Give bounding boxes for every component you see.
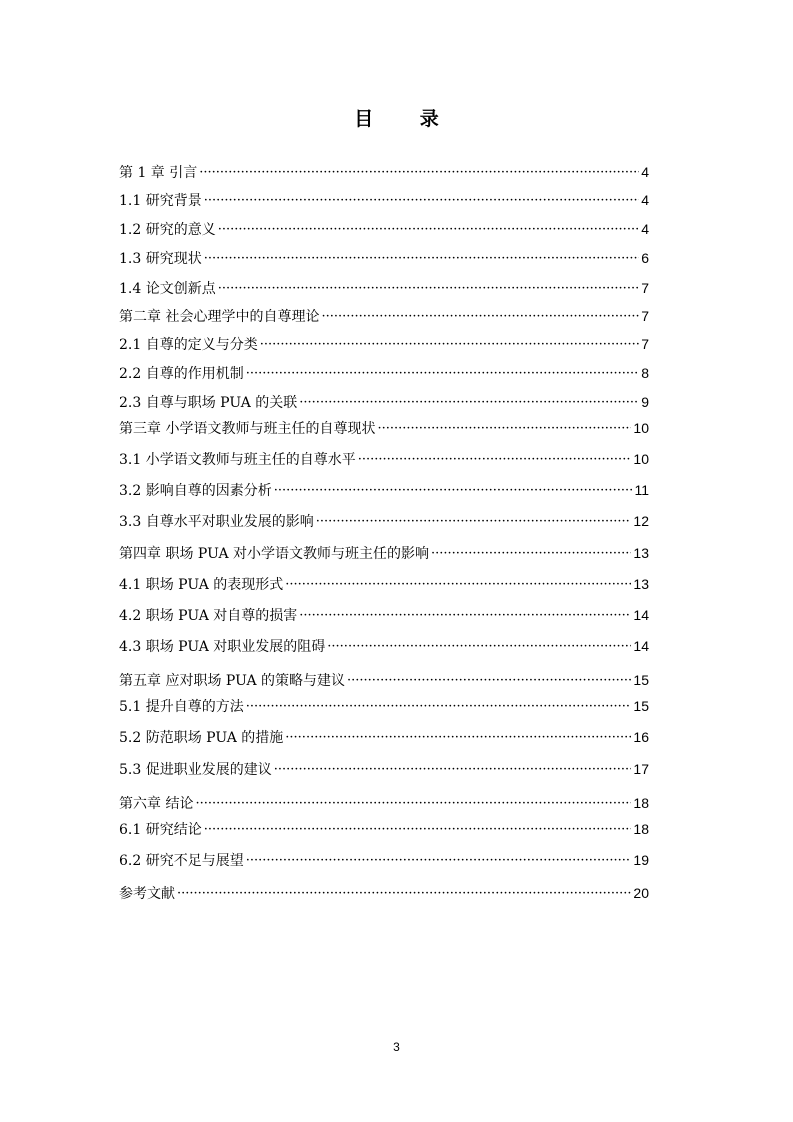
toc-entry[interactable] xyxy=(119,161,649,183)
toc-entry-label: 2.1 自尊的定义与分类 xyxy=(119,337,258,353)
toc-entry[interactable] xyxy=(119,604,649,626)
toc-entry-label: 4.1 职场 PUA 的表现形式 xyxy=(119,577,284,593)
toc-entry-page: 13 xyxy=(633,576,649,592)
toc-entry-label: 5.3 促进职业发展的建议 xyxy=(119,762,272,778)
toc-entry[interactable] xyxy=(119,362,649,384)
toc-leader-dots xyxy=(316,511,632,533)
toc-entry[interactable] xyxy=(119,792,649,814)
toc-entry-label: 6.2 研究不足与展望 xyxy=(119,853,244,869)
toc-entry-page: 10 xyxy=(633,420,649,436)
toc-entry[interactable] xyxy=(119,726,649,748)
toc-leader-dots xyxy=(204,248,639,270)
toc-entry[interactable] xyxy=(119,758,649,780)
toc-entry-page: 19 xyxy=(633,852,649,868)
toc-entry-label: 1.2 研究的意义 xyxy=(119,222,216,238)
toc-entry-page: 6 xyxy=(641,250,649,266)
footer-page-number: 3 xyxy=(393,1040,400,1054)
toc-entry-page: 11 xyxy=(634,482,649,498)
toc-entry-label: 3.3 自尊水平对职业发展的影响 xyxy=(119,514,314,530)
toc-entry[interactable] xyxy=(119,448,649,470)
toc-entry-label: 第四章 职场 PUA 对小学语文教师与班主任的影响 xyxy=(119,546,430,562)
toc-entry[interactable] xyxy=(119,573,649,595)
toc-leader-dots xyxy=(299,392,639,414)
toc-entry[interactable] xyxy=(119,635,649,657)
toc-entry-page: 4 xyxy=(641,164,649,180)
toc-entry-page: 16 xyxy=(633,729,649,745)
toc-entry[interactable] xyxy=(119,849,649,871)
toc-entry-page: 18 xyxy=(633,821,649,837)
toc-entry-page: 15 xyxy=(633,698,649,714)
toc-entry-label: 4.2 职场 PUA 对自尊的损害 xyxy=(119,608,298,624)
toc-entry-page: 14 xyxy=(633,607,649,623)
toc-leader-dots xyxy=(204,819,632,841)
toc-entry[interactable] xyxy=(119,669,649,691)
toc-entry[interactable] xyxy=(119,247,649,269)
toc-entry[interactable] xyxy=(119,218,649,240)
toc-entry[interactable] xyxy=(119,333,649,355)
page-title: 目 录 xyxy=(354,108,459,130)
toc-entry-label: 第 1 章 引言 xyxy=(119,165,198,181)
toc-entry[interactable] xyxy=(119,277,649,299)
toc-entry[interactable] xyxy=(119,189,649,211)
toc-leader-dots xyxy=(347,670,631,692)
toc-entry-label: 1.1 研究背景 xyxy=(119,193,202,209)
toc-entry-page: 20 xyxy=(633,885,649,901)
toc-entry-label: 2.2 自尊的作用机制 xyxy=(119,366,244,382)
toc-entry-label: 第二章 社会心理学中的自尊理论 xyxy=(119,309,320,325)
toc-leader-dots xyxy=(246,696,632,718)
toc-leader-dots xyxy=(246,850,632,872)
toc-leader-dots xyxy=(199,162,639,184)
toc-entry-page: 17 xyxy=(633,761,649,777)
toc-entry-label: 第六章 结论 xyxy=(119,796,194,812)
toc-entry-label: 1.4 论文创新点 xyxy=(119,281,216,297)
toc-entry-label: 5.2 防范职场 PUA 的措施 xyxy=(119,730,284,746)
toc-entry[interactable] xyxy=(119,417,649,439)
toc-leader-dots xyxy=(274,759,632,781)
toc-leader-dots xyxy=(218,278,639,300)
toc-leader-dots xyxy=(274,480,633,502)
toc-leader-dots xyxy=(285,574,631,596)
toc-entry-page: 10 xyxy=(633,451,649,467)
toc-entry-label: 第三章 小学语文教师与班主任的自尊现状 xyxy=(119,421,376,437)
toc-entry[interactable] xyxy=(119,818,649,840)
toc-leader-dots xyxy=(285,727,631,749)
toc-entry-page: 4 xyxy=(641,192,649,208)
toc-entry-page: 14 xyxy=(633,638,649,654)
toc-entry-label: 4.3 职场 PUA 对职业发展的阻碍 xyxy=(119,639,326,655)
toc-leader-dots xyxy=(195,793,631,815)
toc-entry-page: 8 xyxy=(641,365,649,381)
toc-leader-dots xyxy=(177,883,631,905)
toc-entry-page: 9 xyxy=(641,394,649,410)
toc-entry[interactable] xyxy=(119,542,649,564)
toc-entry-page: 13 xyxy=(633,545,649,561)
toc-entry-label: 第五章 应对职场 PUA 的策略与建议 xyxy=(119,673,346,689)
toc-leader-dots xyxy=(260,334,639,356)
toc-entry-label: 3.1 小学语文教师与班主任的自尊水平 xyxy=(119,452,356,468)
toc-entry[interactable] xyxy=(119,882,649,904)
toc-entry[interactable] xyxy=(119,305,649,327)
toc-leader-dots xyxy=(321,306,639,328)
toc-entry-page: 4 xyxy=(641,221,649,237)
toc-leader-dots xyxy=(327,636,631,658)
toc-entry-page: 15 xyxy=(633,672,649,688)
toc-leader-dots xyxy=(377,418,631,440)
toc-entry[interactable] xyxy=(119,510,649,532)
toc-entry-label: 2.3 自尊与职场 PUA 的关联 xyxy=(119,395,298,411)
toc-entry-label: 参考文献 xyxy=(119,886,175,902)
toc-entry-label: 1.3 研究现状 xyxy=(119,251,202,267)
toc-entry-label: 3.2 影响自尊的因素分析 xyxy=(119,483,272,499)
toc-entry-page: 7 xyxy=(641,336,649,352)
toc-entry-label: 5.1 提升自尊的方法 xyxy=(119,699,244,715)
toc-entry-page: 7 xyxy=(641,280,649,296)
toc-entry-page: 7 xyxy=(641,308,649,324)
toc-entry[interactable] xyxy=(119,479,649,501)
toc-leader-dots xyxy=(204,190,639,212)
toc-entry[interactable] xyxy=(119,695,649,717)
toc-leader-dots xyxy=(431,543,631,565)
toc-entry-page: 18 xyxy=(633,795,649,811)
toc-entry-label: 6.1 研究结论 xyxy=(119,822,202,838)
toc-entry[interactable] xyxy=(119,391,649,413)
toc-leader-dots xyxy=(299,605,631,627)
toc-leader-dots xyxy=(218,219,639,241)
toc-leader-dots xyxy=(246,363,639,385)
toc-entry-page: 12 xyxy=(633,513,649,529)
toc-leader-dots xyxy=(358,449,632,471)
